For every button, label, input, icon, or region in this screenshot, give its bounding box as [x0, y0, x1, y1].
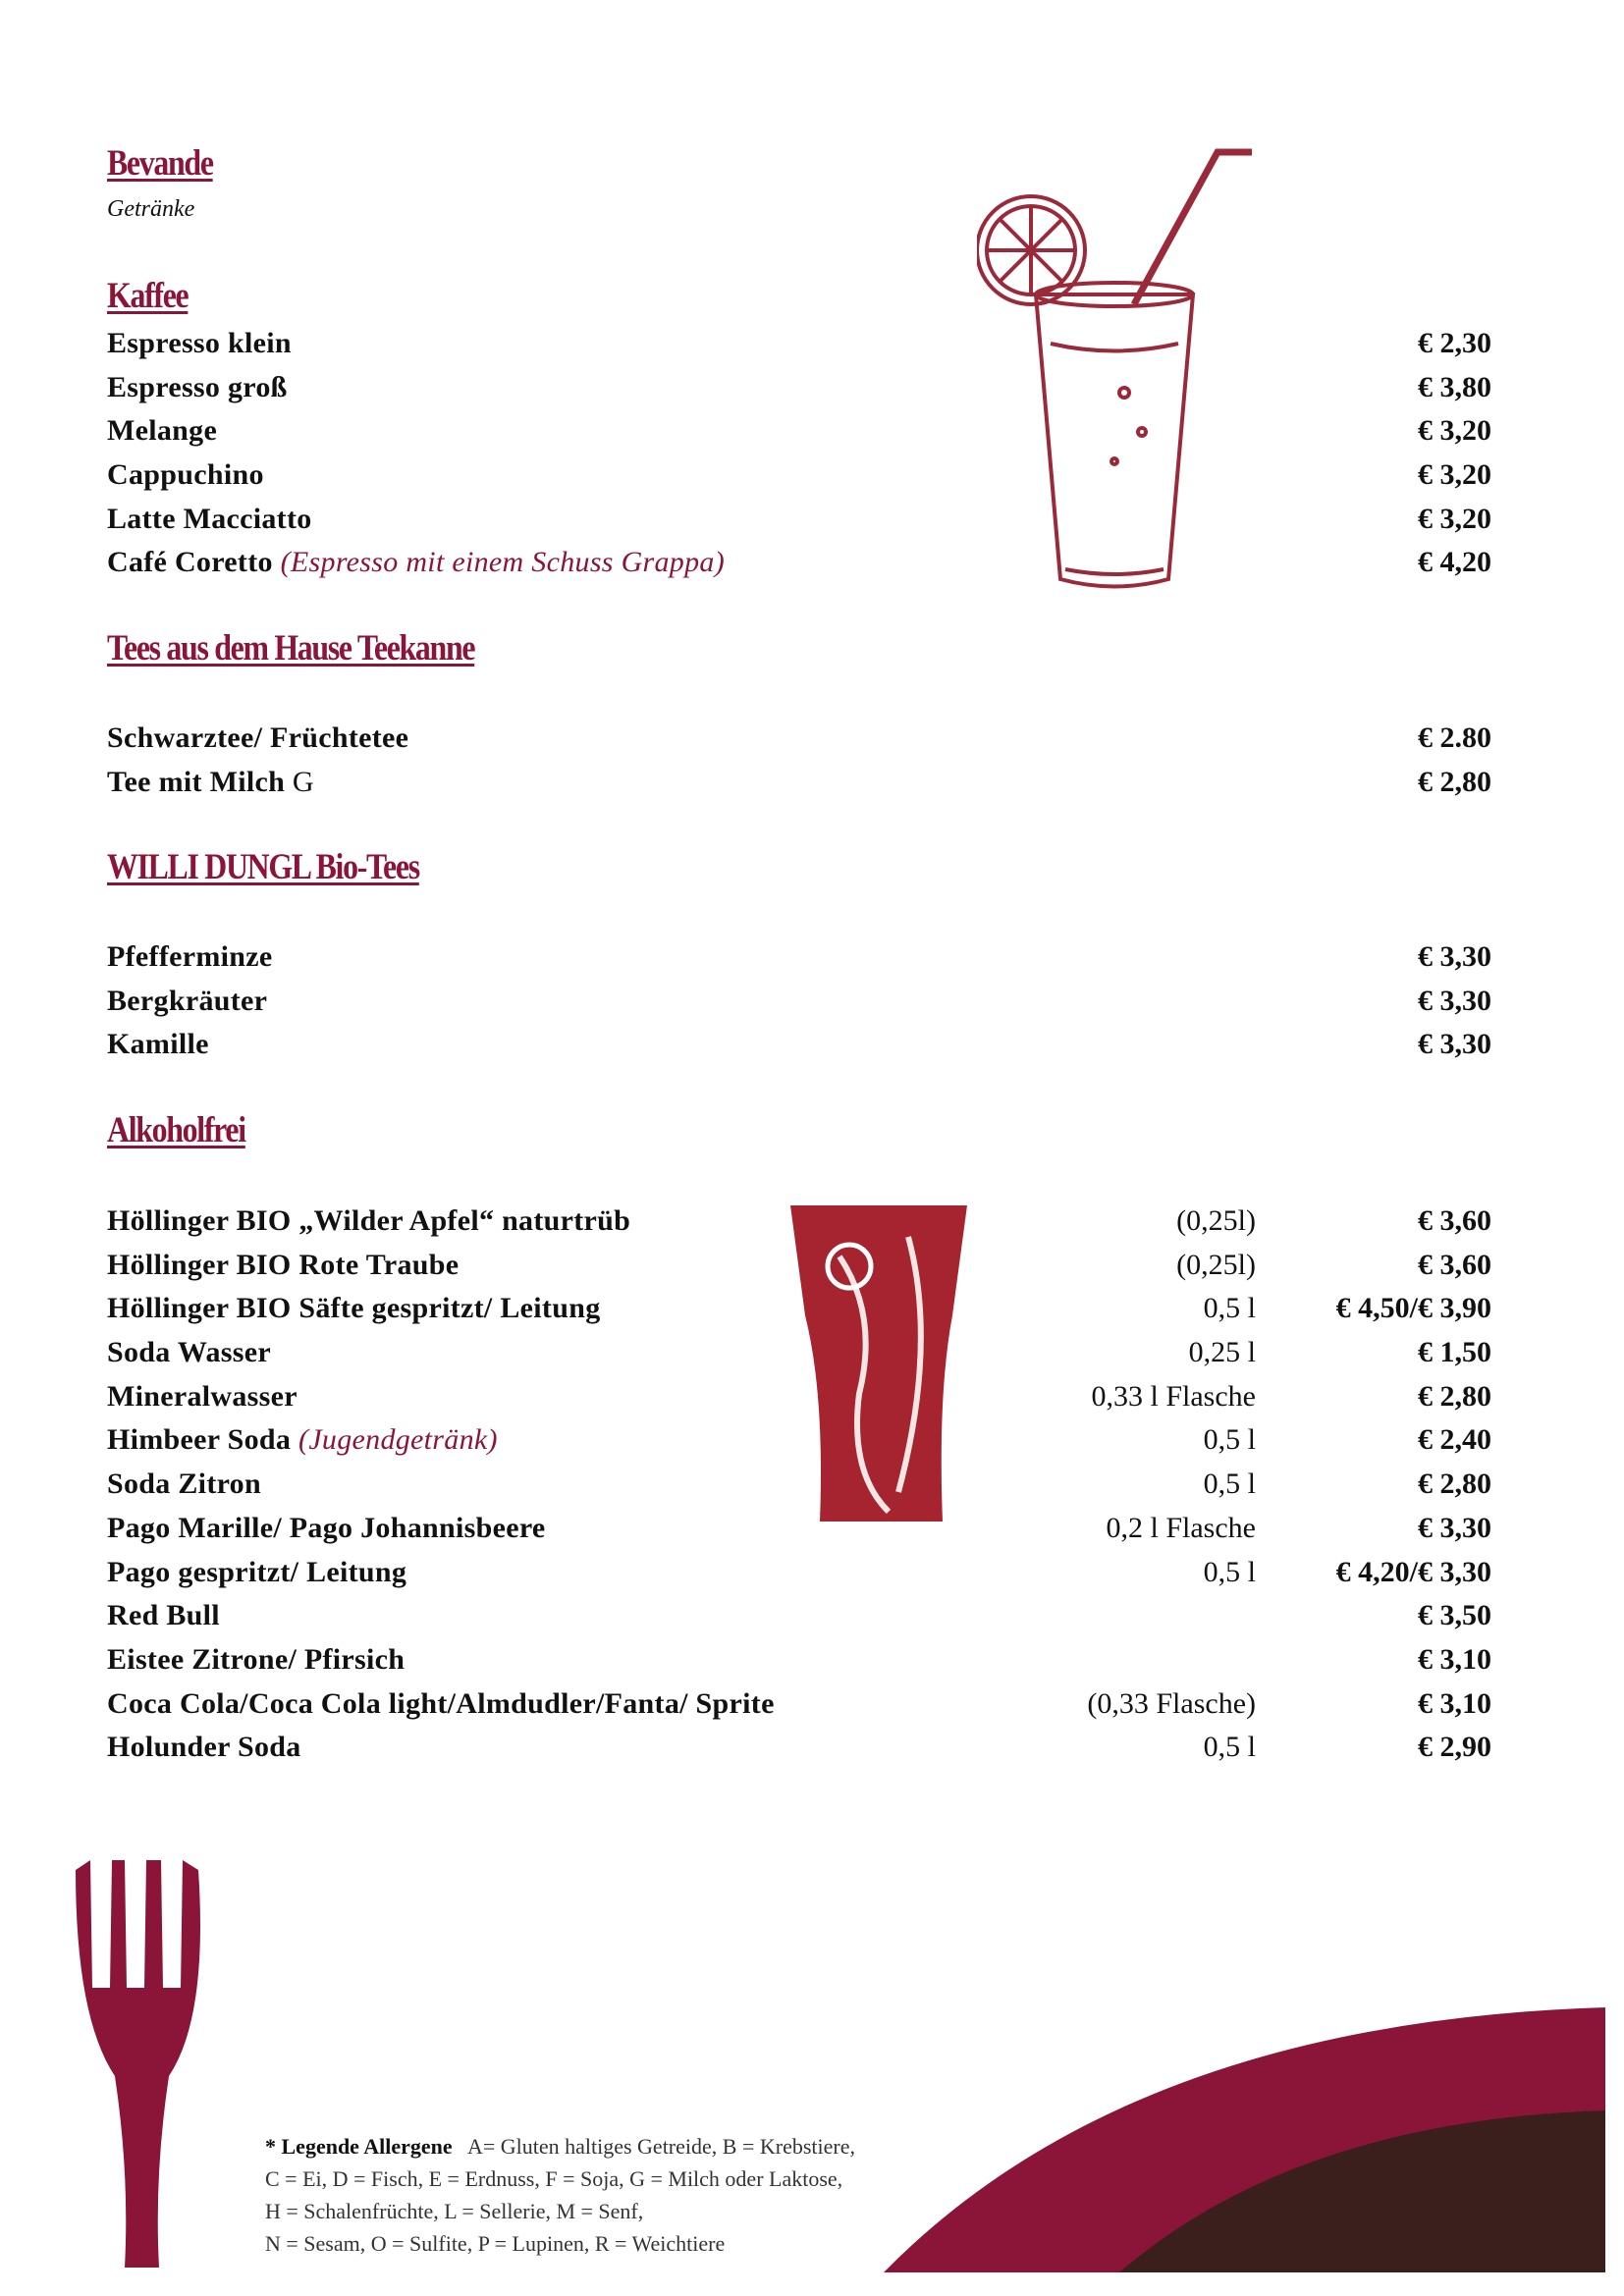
menu-item: [107, 498, 1491, 542]
item-name: Himbeer Soda: [107, 1423, 292, 1457]
decorative-swoosh: [884, 2002, 1605, 2272]
willi-dungl-list: [107, 935, 1491, 1067]
item-price: € 4,20: [1418, 546, 1491, 579]
menu-item: [107, 1375, 1491, 1419]
menu-item: [107, 366, 1491, 410]
item-name: Red Bull: [107, 1599, 220, 1632]
menu-item: [107, 1463, 1491, 1507]
menu-item: [107, 1638, 1491, 1682]
legend-line: A= Gluten haltiges Getreide, B = Krebstiere,: [466, 2134, 855, 2159]
item-name: Kamille: [107, 1028, 209, 1061]
item-price: € 3,60: [1418, 1248, 1491, 1281]
item-price: € 3,10: [1418, 1642, 1491, 1676]
item-name: Höllinger BIO Rote Traube: [107, 1248, 460, 1281]
item-name: Café Coretto: [107, 546, 273, 579]
item-name: Höllinger BIO Säfte gespritzt/ Leitung: [107, 1292, 601, 1325]
item-price: € 2,30: [1418, 327, 1491, 359]
alkoholfrei-list: [107, 1200, 1491, 1770]
item-size: (0,25l): [1176, 1204, 1256, 1237]
item-name: Espresso groß: [107, 370, 288, 403]
item-size: 0,5 l: [1203, 1555, 1256, 1588]
item-name: Latte Macciatto: [107, 502, 312, 535]
item-note: (Jugendgetränk): [298, 1423, 498, 1457]
item-note: (Espresso mit einem Schuss Grappa): [280, 546, 726, 579]
item-size: 0,33 l Flasche: [1091, 1379, 1256, 1413]
item-price: € 2,80: [1418, 1379, 1491, 1413]
menu-item: [107, 1023, 1491, 1067]
legend-line: C = Ei, D = Fisch, E = Erdnuss, F = Soja, G = Milch oder Laktose,: [265, 2166, 843, 2191]
menu-item: [107, 761, 1491, 805]
item-name: Melange: [107, 414, 218, 448]
item-price: € 2.80: [1418, 721, 1491, 754]
item-name: Coca Cola/Coca Cola light/Almdudler/Fanta/ Sprite: [107, 1686, 775, 1720]
menu-item: [107, 322, 1491, 366]
menu-item: [107, 1682, 1491, 1727]
item-name: Bergkräuter: [107, 984, 268, 1017]
teekanne-list: [107, 717, 1491, 804]
item-size: 0,2 l Flasche: [1106, 1511, 1256, 1544]
allergen-code: G: [292, 765, 314, 798]
item-name: Pfefferminze: [107, 940, 273, 973]
legend-label: * Legende Allergene: [265, 2134, 453, 2159]
kaffee-list: [107, 322, 1491, 585]
item-name: Holunder Soda: [107, 1731, 301, 1764]
item-name: Pago Marille/ Pago Johannisbeere: [107, 1511, 546, 1544]
item-price: € 3,20: [1418, 502, 1491, 535]
item-size: 0,5 l: [1203, 1468, 1256, 1501]
menu-item: [107, 717, 1491, 761]
item-name: Schwarztee/ Früchtetee: [107, 721, 409, 754]
legend-line: H = Schalenfrüchte, L = Sellerie, M = Senf,: [265, 2199, 644, 2223]
item-price: € 2,80: [1418, 1468, 1491, 1501]
menu-item: [107, 1507, 1491, 1551]
item-name: Pago gespritzt/ Leitung: [107, 1555, 407, 1588]
item-price: € 2,40: [1418, 1423, 1491, 1457]
item-size: (0,33 Flasche): [1087, 1686, 1256, 1720]
item-price: € 3,20: [1418, 458, 1491, 492]
allergen-legend: [265, 2130, 855, 2260]
item-name: Cappuchino: [107, 458, 264, 492]
item-price: € 3,30: [1418, 1028, 1491, 1061]
item-name: Espresso klein: [107, 327, 292, 359]
item-name: Soda Zitron: [107, 1468, 261, 1501]
item-price: € 3,30: [1418, 1511, 1491, 1544]
item-size: 0,5 l: [1203, 1423, 1256, 1457]
menu-item: [107, 541, 1491, 585]
menu-item: [107, 1418, 1491, 1463]
item-size: 0,5 l: [1203, 1731, 1256, 1764]
menu-item: [107, 1287, 1491, 1331]
item-price: € 3,30: [1418, 984, 1491, 1017]
item-name: Tee mit Milch: [107, 765, 286, 798]
item-price: € 2,80: [1418, 765, 1491, 798]
page-title: Bevande: [107, 143, 213, 184]
page-subtitle: Getränke: [107, 196, 195, 222]
menu-item: [107, 980, 1491, 1024]
item-price: € 3,50: [1418, 1599, 1491, 1632]
legend-line: N = Sesam, O = Sulfite, P = Lupinen, R = Weichtiere: [265, 2231, 726, 2256]
section-heading-willi-dungl: WILLI DUNGL Bio-Tees: [107, 847, 419, 887]
item-name: Mineralwasser: [107, 1379, 298, 1413]
menu-item: [107, 409, 1491, 454]
item-name: Höllinger BIO „Wilder Apfel“ naturtrüb: [107, 1204, 631, 1237]
item-price: € 3,10: [1418, 1686, 1491, 1720]
item-size: (0,25l): [1176, 1248, 1256, 1281]
menu-item: [107, 1594, 1491, 1638]
menu-item: [107, 1726, 1491, 1770]
item-size: 0,25 l: [1188, 1336, 1256, 1369]
menu-item: [107, 1551, 1491, 1595]
item-name: Eistee Zitrone/ Pfirsich: [107, 1642, 406, 1676]
item-price: € 2,90: [1418, 1731, 1491, 1764]
item-price: € 1,50: [1418, 1336, 1491, 1369]
item-price: € 3,30: [1418, 940, 1491, 973]
item-price: € 3,60: [1418, 1204, 1491, 1237]
item-size: 0,5 l: [1203, 1292, 1256, 1325]
section-heading-teekanne: Tees aus dem Hause Teekanne: [107, 628, 475, 668]
menu-item: [107, 1331, 1491, 1375]
section-heading-kaffee: Kaffee: [107, 276, 189, 316]
item-price: € 4,20/€ 3,30: [1335, 1555, 1491, 1588]
menu-item: [107, 454, 1491, 498]
fork-icon: [71, 1860, 218, 2272]
menu-item: [107, 1200, 1491, 1244]
item-price: € 3,20: [1418, 414, 1491, 448]
item-price: € 3,80: [1418, 370, 1491, 403]
item-name: Soda Wasser: [107, 1336, 271, 1369]
section-heading-alkoholfrei: Alkoholfrei: [107, 1110, 245, 1150]
item-price: € 4,50/€ 3,90: [1335, 1292, 1491, 1325]
menu-item: [107, 1244, 1491, 1288]
menu-item: [107, 935, 1491, 980]
